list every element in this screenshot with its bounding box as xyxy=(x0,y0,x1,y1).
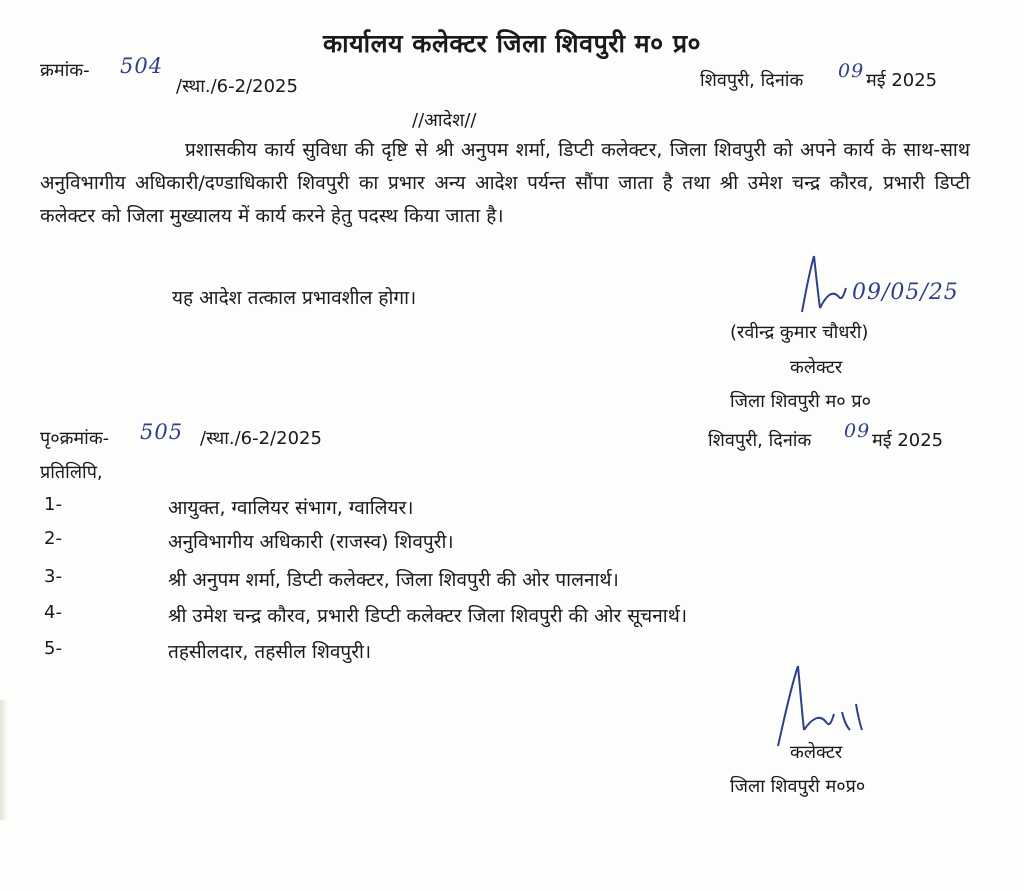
copy-item-text: श्री अनुपम शर्मा, डिप्टी कलेक्टर, जिला शिवपुरी की ओर पालनार्थ। xyxy=(168,569,619,591)
order-number-handwritten: 504 xyxy=(120,54,164,78)
copy-item-number: 4- xyxy=(44,602,62,623)
order-heading: //आदेश// xyxy=(412,110,477,131)
order-ref-label: क्रमांक- xyxy=(40,60,90,81)
office-title: कार्यालय कलेक्टर जिला शिवपुरी म० प्र० xyxy=(322,29,702,58)
signature-date-handwritten: 09/05/25 xyxy=(852,280,959,305)
order-day-handwritten: 09 xyxy=(838,60,865,82)
copy-item-text: आयुक्त, ग्वालियर संभाग, ग्वालियर। xyxy=(168,497,414,519)
signatory-name: (रवीन्द्र कुमार चौधरी) xyxy=(730,322,869,343)
copy-item-number: 2- xyxy=(44,528,62,549)
signatory-district: जिला शिवपुरी म० प्र० xyxy=(730,391,871,412)
order-ref-suffix: /स्था./6-2/2025 xyxy=(176,76,298,97)
endorsement-ref-label: पृ०क्रमांक- xyxy=(40,428,110,449)
order-body-text: प्रशासकीय कार्य सुविधा की दृष्टि से श्री अनुपम शर्मा, डिप्टी कलेक्टर, जिला शिवपुरी को अपने कार्य के साथ-साथ अनुविभागीय अधिकारी/दण्डाधिकारी शिवपुरी का प्रभार अन्य आदेश पर्यन्त सौंपा जाता है तथा श्री उमेश चन्द्र कौरव, प्रभारी डिप्टी कलेक्टर को जिला मुख्यालय में कार्य करने हेतु पदस्थ किया जाता है। xyxy=(40,139,970,227)
order-body xyxy=(40,134,970,233)
endorsement-ref-suffix: /स्था./6-2/2025 xyxy=(200,428,322,449)
copy-item-text: तहसीलदार, तहसील शिवपुरी। xyxy=(168,641,372,663)
copy-item-number: 5- xyxy=(44,638,62,659)
endorsement-place-date: शिवपुरी, दिनांक xyxy=(708,430,812,451)
order-month-year: मई 2025 xyxy=(866,70,938,91)
copy-item-text: श्री उमेश चन्द्र कौरव, प्रभारी डिप्टी कलेक्टर जिला शिवपुरी की ओर सूचनार्थ। xyxy=(168,605,688,627)
effect-line: यह आदेश तत्काल प्रभावशील होगा। xyxy=(172,287,417,309)
copy-heading: प्रतिलिपि, xyxy=(40,462,103,483)
collector-district-2: जिला शिवपुरी म०प्र० xyxy=(730,776,866,797)
endorsement-number-handwritten: 505 xyxy=(140,420,184,444)
paper-edge-shadow xyxy=(0,700,8,820)
collector-designation-2: कलेक्टर xyxy=(790,742,843,763)
endorsement-day-handwritten: 09 xyxy=(844,420,871,442)
signatory-designation: कलेक्टर xyxy=(790,357,843,378)
copy-item-number: 3- xyxy=(44,566,62,587)
copy-item-number: 1- xyxy=(44,494,62,515)
order-place-date: शिवपुरी, दिनांक xyxy=(700,70,804,91)
endorsement-month-year: मई 2025 xyxy=(872,430,944,451)
copy-item-text: अनुविभागीय अधिकारी (राजस्व) शिवपुरी। xyxy=(168,531,454,553)
